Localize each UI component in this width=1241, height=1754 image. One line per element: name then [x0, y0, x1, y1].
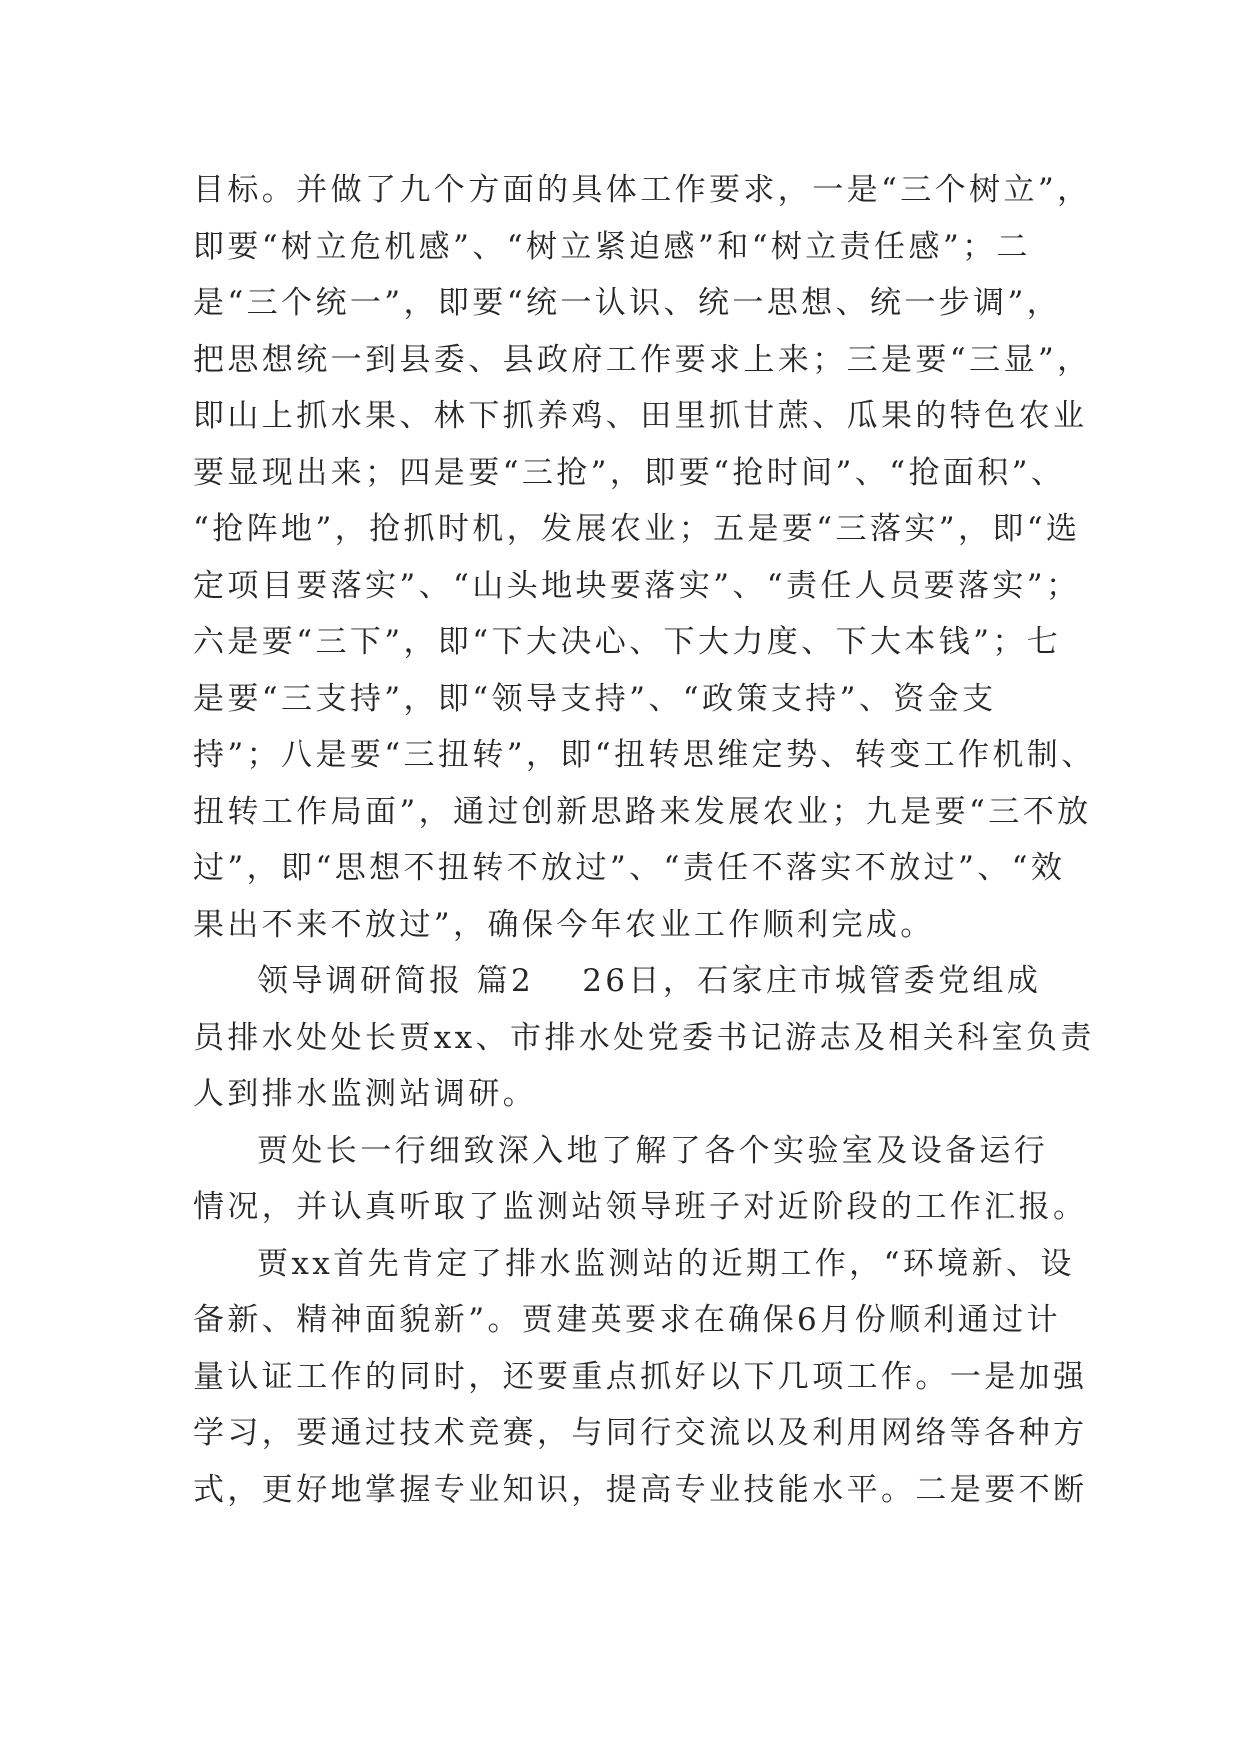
paragraph-first-line: 贾xx首先肯定了排水监测站的近期工作，“环境新、设: [257, 1245, 1075, 1282]
text-line: 要显现出来；四是要“三抢”，即要“抢时间”、“抢面积”、: [193, 454, 1066, 491]
section-first-text: 26日，石家庄市城管委党组成: [582, 963, 1042, 999]
text-line: 量认证工作的同时，还要重点抓好以下几项工作。一是加强: [193, 1358, 1088, 1395]
text-line: 六是要“三下”，即“下大决心、下大力度、下大本钱”；七: [193, 624, 1062, 660]
text-line: 持”；八是要“三扭转”，即“扭转思维定势、转变工作机制、: [193, 737, 1096, 773]
text-line: 备新、精神面貌新”。贾建英要求在确保6月份顺利通过计: [193, 1302, 1061, 1338]
section-heading-line: [193, 953, 1055, 1010]
text-line: 学习，要通过技术竞赛，与同行交流以及利用网络等各种方: [193, 1415, 1088, 1451]
paragraph-first-line: 贾处长一行细致深入地了解了各个实验室及设备运行: [257, 1132, 1049, 1169]
text-line: 式，更好地掌握专业知识，提高专业技能水平。二是要不断: [193, 1471, 1088, 1508]
text-line: 即山上抓水果、林下抓养鸡、田里抓甘蔗、瓜果的特色农业: [193, 398, 1088, 434]
text-line: 过”，即“思想不扭转不放过”、“责任不落实不放过”、“效: [193, 850, 1066, 886]
text-line: 是“三个统一”，即要“统一认识、统一思想、统一步调”，: [193, 285, 1062, 321]
text-line: 把思想统一到县委、县政府工作要求上来；三是要“三显”，: [193, 341, 1092, 378]
text-line: 扭转工作局面”，通过创新思路来发展农业；九是要“三不放: [193, 793, 1092, 830]
text-line: 是要“三支持”，即“领导支持”、“政策支持”、资金支: [193, 680, 997, 717]
document-body: [193, 162, 1096, 1518]
text-line: 即要“树立危机感”、“树立紧迫感”和“树立责任感”；二: [193, 228, 1031, 265]
text-line: “抢阵地”，抢抓时机，发展农业；五是要“三落实”，即“选: [193, 511, 1081, 547]
text-line: 情况，并认真听取了监测站领导班子对近阶段的工作汇报。: [193, 1189, 1088, 1225]
text-line: 果出不来不放过”，确保今年农业工作顺利完成。: [193, 906, 935, 943]
text-line: 定项目要落实”、“山头地块要落实”、“责任人员要落实”；: [193, 567, 1081, 604]
text-line: 人到排水监测站调研。: [193, 1076, 537, 1112]
section-heading: 领导调研简报 篇2: [257, 963, 535, 999]
text-line: 目标。并做了九个方面的具体工作要求，一是“三个树立”，: [193, 172, 1092, 208]
text-line: 员排水处处长贾xx、市排水处党委书记游志及相关科室负责: [193, 1019, 1095, 1056]
